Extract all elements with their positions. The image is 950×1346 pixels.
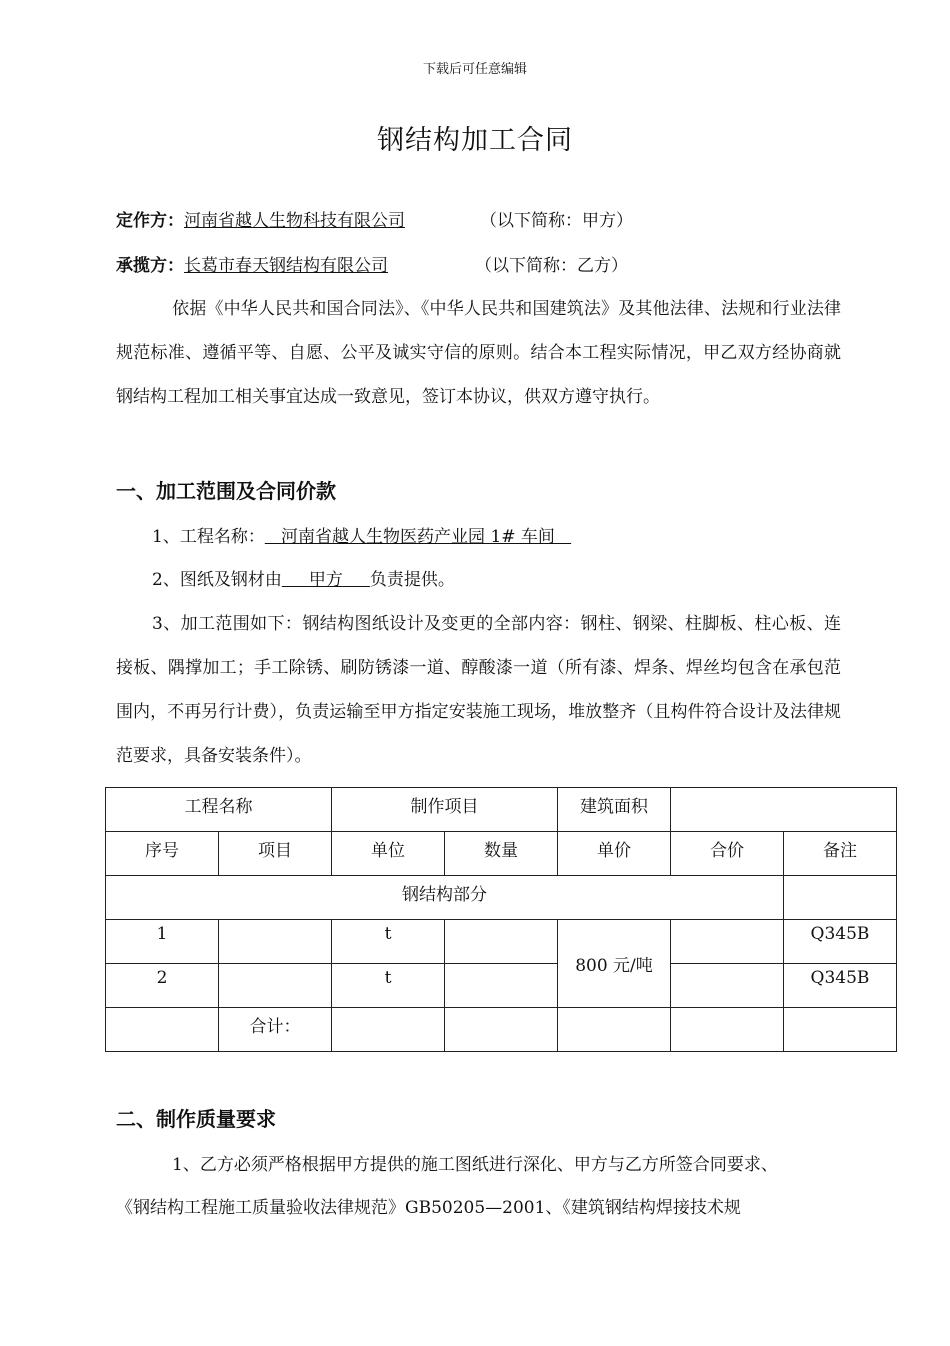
price-table — [105, 787, 897, 1052]
total-label: 合计： — [219, 1008, 332, 1052]
party-b-line — [116, 254, 628, 278]
section-2-item-1-cont: 《钢结构工程施工质量验收法律规范》GB50205—2001、《建筑钢结构焊接技术规 — [116, 1198, 741, 1218]
table-row — [106, 876, 897, 920]
area-header: 建筑面积 — [558, 788, 671, 832]
party-b-note: （以下简称：乙方） — [475, 256, 628, 276]
section-1-heading: 一、加工范围及合同价款 — [116, 479, 336, 503]
item-header: 制作项目 — [332, 788, 558, 832]
col-header: 项目 — [219, 832, 332, 876]
table-cell — [784, 1008, 897, 1052]
table-cell — [671, 1008, 784, 1052]
col-header: 数量 — [445, 832, 558, 876]
project-name-header: 工程名称 — [106, 788, 332, 832]
row-no: 2 — [106, 964, 219, 1008]
table-cell — [445, 920, 558, 964]
intro-paragraph — [116, 287, 841, 419]
table-row — [106, 964, 897, 1008]
party-b-label: 承揽方： — [116, 256, 184, 276]
item-3-paragraph — [116, 602, 841, 778]
party-a-label: 定作方： — [116, 211, 184, 231]
document-title: 钢结构加工合同 — [377, 125, 573, 156]
group-title: 钢结构部分 — [106, 876, 784, 920]
item-3-text: 3、加工范围如下：钢结构图纸设计及变更的全部内容：钢柱、钢梁、柱脚板、柱心板、连接板、隅撑加工；手工除锈、刷防锈漆一道、醇酸漆一道（所有漆、焊条、焊丝均包含在承包范围内，不再另行计费），负责运输至甲方指定安装施工现场，堆放整齐（且构件符合设计及法律规范要求，具备安装条件）。 — [116, 614, 841, 766]
item-2-prefix: 2、图纸及钢材由 — [152, 570, 282, 590]
row-unit: t — [332, 964, 445, 1008]
item-1 — [152, 525, 571, 549]
party-a-name: 河南省越人生物科技有限公司 — [184, 211, 405, 231]
col-header: 备注 — [784, 832, 897, 876]
intro-text: 依据《中华人民共和国合同法》、《中华人民共和国建筑法》及其他法律、法规和行业法律规范标准、遵循平等、自愿、公平及诚实守信的原则。结合本工程实际情况，甲乙双方经协商就钢结构工程加工相关事宜达成一致意见，签订本协议，供双方遵守执行。 — [116, 299, 841, 407]
table-cell — [558, 1008, 671, 1052]
table-row — [106, 920, 897, 964]
table-cell — [332, 1008, 445, 1052]
row-remark: Q345B — [784, 964, 897, 1008]
header-note: 下载后可任意编辑 — [422, 62, 527, 77]
row-unit: t — [332, 920, 445, 964]
table-cell — [106, 1008, 219, 1052]
area-value-cell — [671, 788, 897, 832]
table-cell — [784, 876, 897, 920]
table-cell — [445, 1008, 558, 1052]
col-header: 序号 — [106, 832, 219, 876]
table-row — [106, 1008, 897, 1052]
table-header-row — [106, 832, 897, 876]
row-remark: Q345B — [784, 920, 897, 964]
col-header: 合价 — [671, 832, 784, 876]
item-2 — [152, 568, 455, 592]
section-2-heading: 二、制作质量要求 — [116, 1107, 276, 1131]
table-cell — [219, 920, 332, 964]
table-cell — [671, 920, 784, 964]
table-cell — [219, 964, 332, 1008]
unit-price: 800 元/吨 — [558, 920, 671, 1008]
col-header: 单位 — [332, 832, 445, 876]
item-2-suffix: 负责提供。 — [369, 570, 455, 590]
section-2-item-1: 1、乙方必须严格根据甲方提供的施工图纸进行深化、甲方与乙方所签合同要求、 — [172, 1155, 778, 1175]
table-cell — [445, 964, 558, 1008]
party-b-name: 长葛市春天钢结构有限公司 — [184, 256, 388, 276]
table-cell — [671, 964, 784, 1008]
table-row — [106, 788, 897, 832]
party-a-note: （以下简称：甲方） — [480, 211, 633, 231]
col-header: 单价 — [558, 832, 671, 876]
item-1-prefix: 1、工程名称： — [152, 527, 265, 547]
project-name-value: 河南省越人生物医药产业园 1# 车间 — [281, 527, 555, 547]
row-no: 1 — [106, 920, 219, 964]
supplier-value: 甲方 — [308, 570, 343, 590]
party-a-line — [116, 209, 633, 233]
